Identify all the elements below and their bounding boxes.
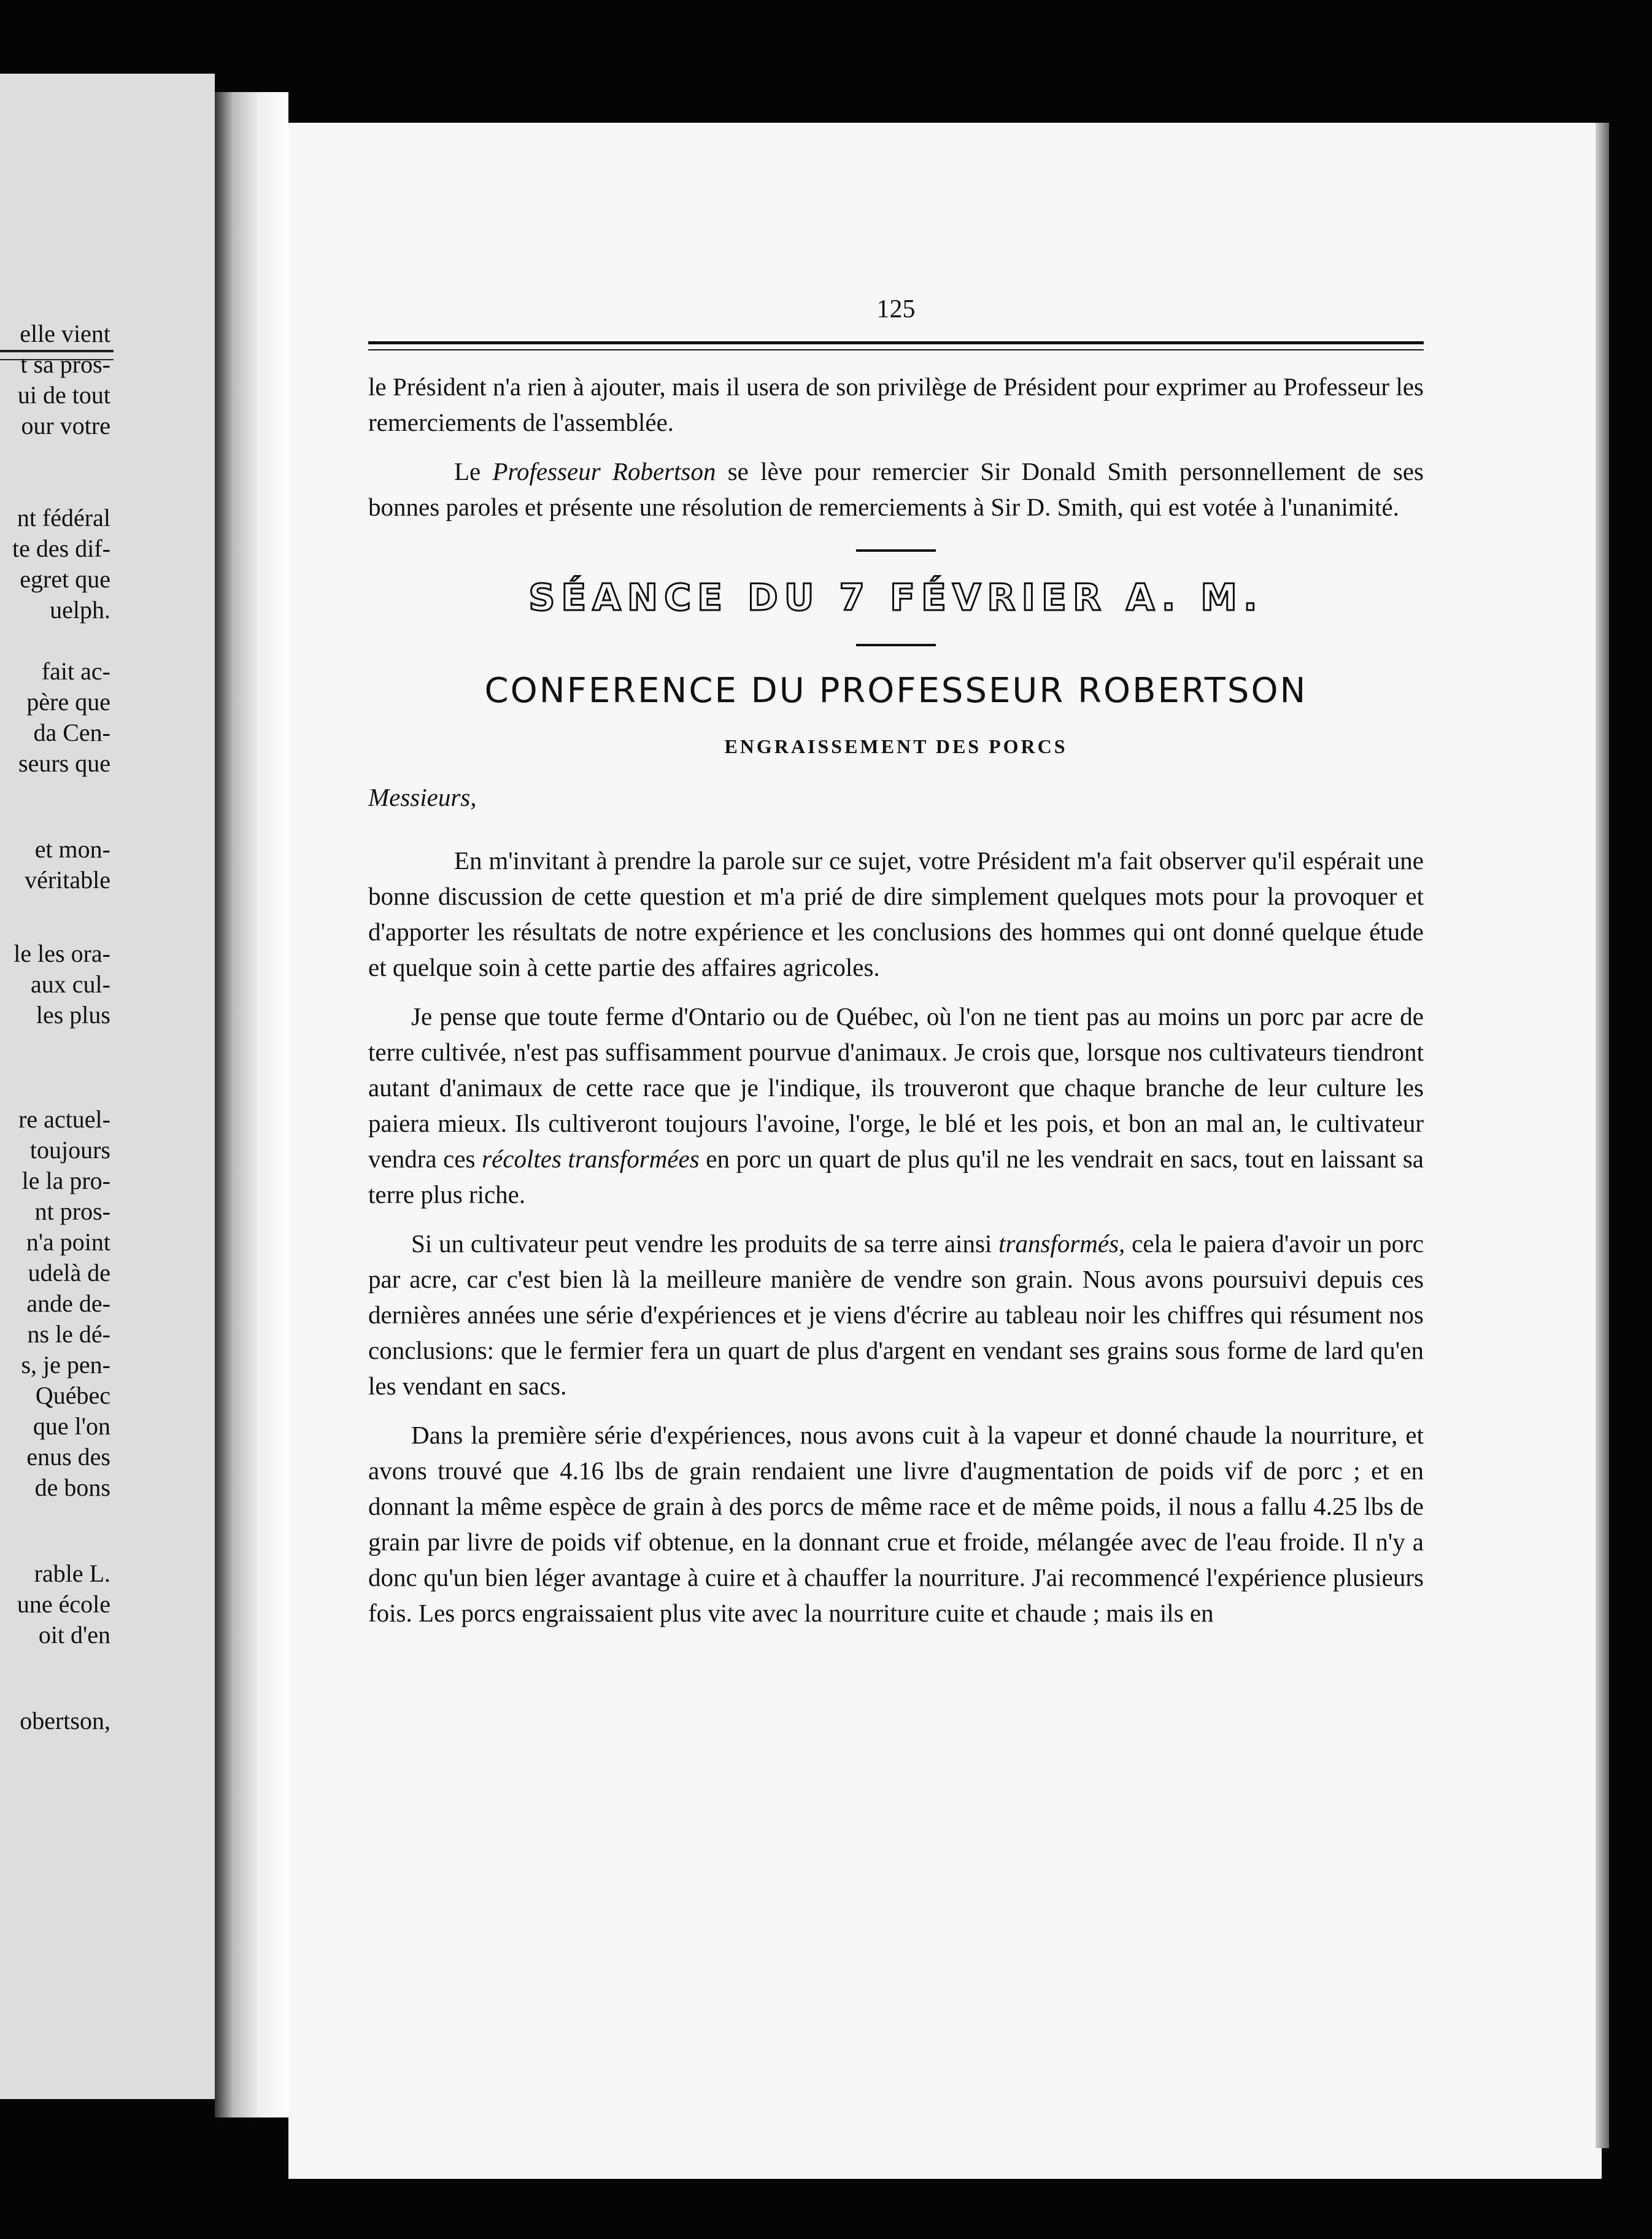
intro-paragraph-1: le Président n'a rien à ajouter, mais il usera de son privilège de Président pour exprimer au Professeur les remerciements de l'assemblée.	[368, 373, 1424, 436]
body-paragraph-2: Je pense que toute ferme d'Ontario ou de Québec, où l'on ne tient pas au moins un porc par acre de terre cultivée, n'est pas suffisamment pourvue d'animaux. Je crois que, lorsque nos cultivateurs tiendront autant d'animaux de cette race que je l'indique, ils trouveront que chaque branche de leur culture les paiera mieux. Ils cultiveront toujours l'avoine, l'orge, le blé et les pois, et bon an mal an, le cultivateur vendra ces récoltes transformées en porc un quart de plus qu'il ne les vendrait en sacs, tout en laissant sa terre plus riche.	[368, 1002, 1424, 1208]
left-page-line: s, je pen-	[21, 1351, 110, 1379]
left-page-line: les plus	[36, 1001, 110, 1029]
salutation: Messieurs,	[368, 783, 477, 811]
left-page	[0, 74, 215, 2099]
body-paragraph-1: En m'invitant à prendre la parole sur ce sujet, votre Président m'a fait observer qu'il espérait une bonne discussion de cette question et m'a prié de dire simplement quelques mots pour la provoquer et d'apporter les résultats de notre expérience et les conclusions des hommes qui ont donné quelque étude et quelque soin à cette partie des affaires agricoles.	[368, 846, 1424, 981]
book-gutter	[215, 92, 288, 2117]
left-page-line: une école	[17, 1590, 110, 1618]
left-page-line: seurs que	[18, 749, 110, 777]
left-page-line: enus des	[26, 1443, 110, 1471]
conference-title: CONFERENCE DU PROFESSEUR ROBERTSON	[484, 671, 1308, 711]
left-page-line: ns le dé-	[27, 1320, 110, 1348]
seance-heading: SÉANCE DU 7 FÉVRIER A. M.	[528, 576, 1264, 619]
page-edge	[1596, 123, 1609, 2148]
left-page-line: le les ora-	[14, 940, 110, 967]
left-page-line: fait ac-	[41, 657, 110, 685]
section-divider-bottom	[856, 644, 936, 646]
conference-subheading: ENGRAISSEMENT DES PORCS	[724, 735, 1068, 757]
left-page-line: uelph.	[50, 596, 110, 624]
left-page-line: ande de-	[26, 1290, 110, 1317]
left-page-line: ui de tout	[17, 381, 110, 409]
left-page-line: obertson,	[20, 1707, 110, 1734]
left-page-line: véritable	[25, 866, 110, 894]
left-page-line: nt pros-	[34, 1197, 110, 1225]
header-rule	[368, 341, 1424, 344]
body-paragraph-3: Si un cultivateur peut vendre les produits de sa terre ainsi transformés, cela le paiera d'avoir un porc par acre, car c'est bien là la meilleure manière de vendre son grain. Nous avons poursuivi depuis ces dernières années une série d'expériences et je viens d'écrire au tableau noir les chiffres qui résument nos conclusions: que le fermier fera un quart de plus d'argent en vendant ses grains sous forme de lard qu'en les vendant en sacs.	[368, 1229, 1424, 1400]
left-page-line: elle vient	[20, 320, 110, 347]
left-page-line: t sa pros-	[20, 350, 110, 378]
left-page-line: que l'on	[33, 1412, 110, 1440]
left-page-line: Québec	[35, 1382, 110, 1409]
left-page-line: oit d'en	[38, 1621, 110, 1649]
left-page-line: re actuel-	[18, 1105, 110, 1133]
section-divider-top	[856, 549, 936, 552]
left-page-line: le la pro-	[21, 1167, 110, 1194]
page-content	[368, 295, 1424, 1644]
body-paragraph-4: Dans la première série d'expériences, nous avons cuit à la vapeur et donné chaude la nourriture, et avons trouvé que 4.16 lbs de grain rendaient une livre d'augmentation de poids vif de porc ; et en donnant la même espèce de grain à des porcs de même race et de même poids, il nous a fallu 4.25 lbs de grain par livre de poids vif obtenue, en la donnant crue et froide, mélangée avec de l'eau froide. Il n'y a donc qu'un bien léger avantage à cuire et à chauffer la nourriture. J'ai recommencé l'expérience plusieurs fois. Les porcs engraissaient plus vite avec la nourriture cuite et chaude ; mais ils en	[368, 1421, 1424, 1627]
left-page-line: our votre	[21, 412, 110, 439]
left-page-line: egret que	[20, 565, 110, 593]
header-rule-thin	[368, 349, 1424, 350]
left-page-line: et mon-	[34, 835, 110, 863]
page-number: 125	[876, 295, 916, 323]
left-page-line: n'a point	[26, 1228, 110, 1256]
left-page-line: nt fédéral	[17, 504, 110, 532]
left-page-line: te des dif-	[12, 535, 110, 562]
left-page-line: de bons	[34, 1474, 110, 1501]
left-page-line: toujours	[29, 1136, 110, 1164]
left-page-line: rable L.	[34, 1560, 110, 1587]
left-page-line: udelà de	[28, 1259, 110, 1286]
left-page-line: aux cul-	[31, 970, 110, 998]
professor-name: Professeur Robertson	[492, 457, 716, 485]
left-page-line: père que	[26, 688, 110, 716]
left-page-line: da Cen-	[33, 719, 110, 746]
intro-paragraph-2: Le Professeur Robertson se lève pour remercier Sir Donald Smith personnellement de ses bonnes paroles et présente une résolution de remerciements à Sir D. Smith, qui est votée à l'unanimité.	[368, 457, 1424, 521]
